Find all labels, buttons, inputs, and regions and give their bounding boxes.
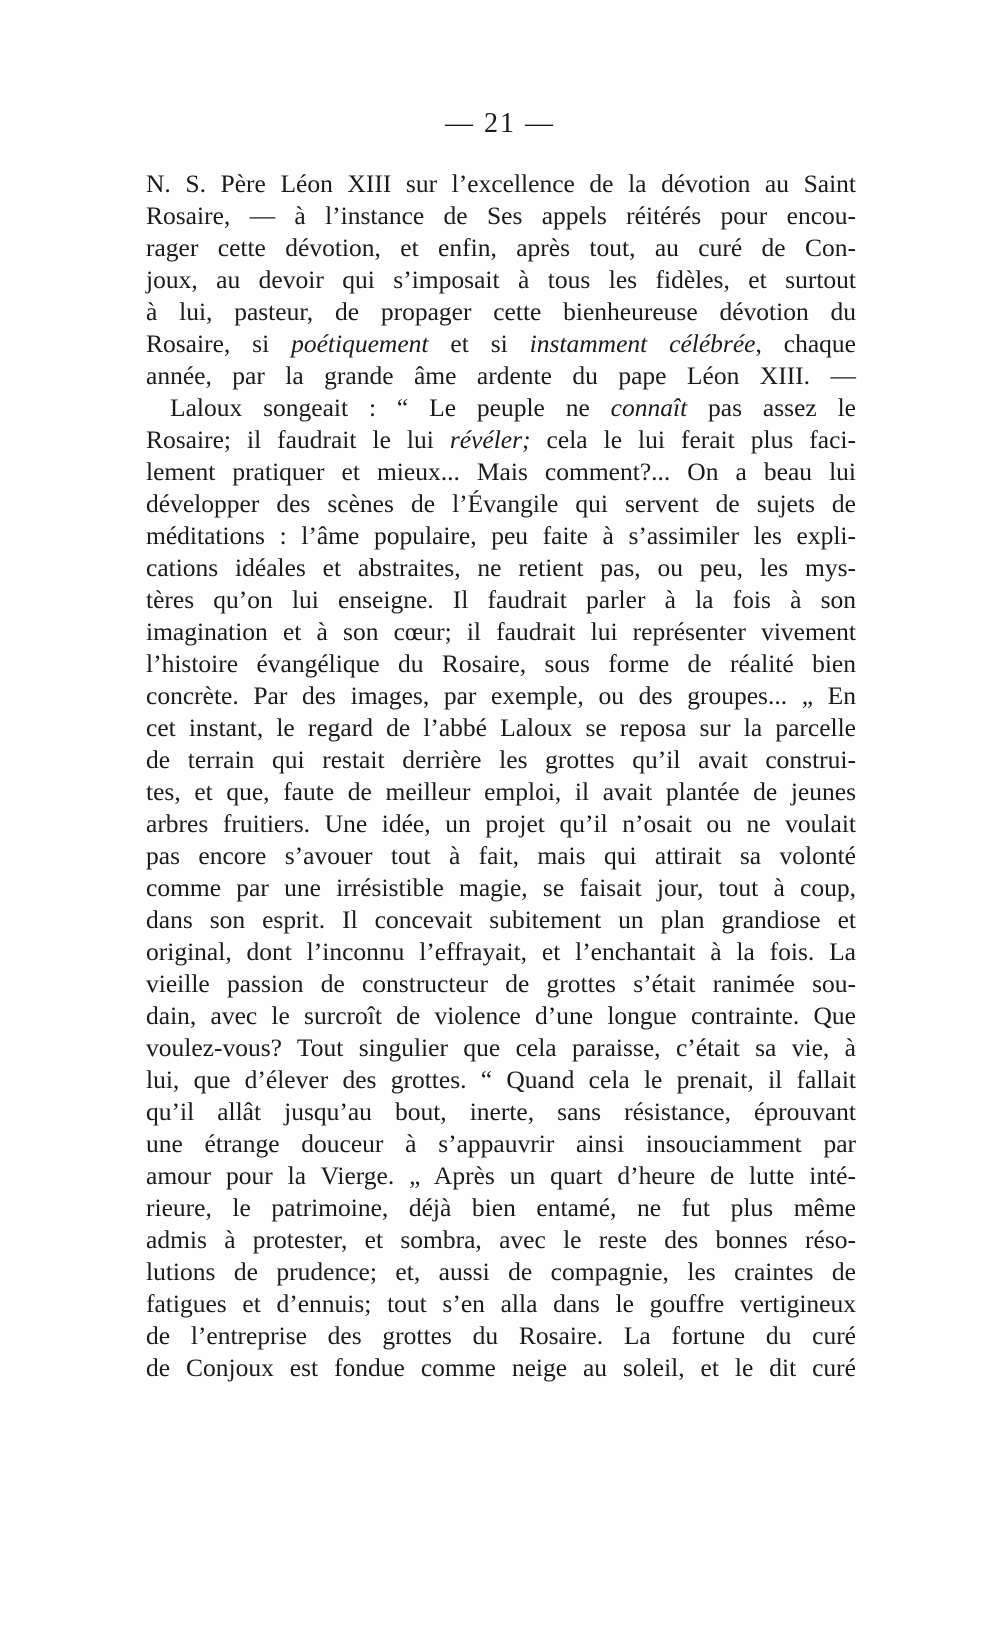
text-line <box>146 872 856 904</box>
text-segment: de l’entreprise des grottes du Rosaire. La fortune du curé <box>146 1321 856 1350</box>
text-line <box>146 200 856 232</box>
text-line <box>146 680 856 712</box>
text-line <box>146 1128 856 1160</box>
text-line <box>146 296 856 328</box>
text-segment: voulez-vous? Tout singulier que cela paraisse, c’était sa vie, à <box>146 1033 856 1062</box>
italic-segment: instamment célébrée <box>529 329 756 358</box>
text-segment: dans son esprit. Il concevait subitement un plan grandiose et <box>146 905 856 934</box>
text-line <box>146 1224 856 1256</box>
text-line <box>146 1096 856 1128</box>
text-segment: qu’il allât jusqu’au bout, inerte, sans résistance, éprouvant <box>146 1097 856 1126</box>
text-line <box>146 1192 856 1224</box>
text-line <box>146 616 856 648</box>
text-line <box>146 584 856 616</box>
text-line <box>146 232 856 264</box>
text-line <box>146 1000 856 1032</box>
text-line <box>146 328 856 360</box>
text-line <box>146 1064 856 1096</box>
text-line <box>146 424 856 456</box>
text-segment: comme par une irrésistible magie, se faisait jour, tout à coup, <box>146 873 856 902</box>
text-segment: développer des scènes de l’Évangile qui servent de sujets de <box>146 489 856 518</box>
text-segment: Rosaire, si <box>146 329 292 358</box>
text-segment: à lui, pasteur, de propager cette bienheureuse dévotion du <box>146 297 856 326</box>
text-segment: arbres fruitiers. Une idée, un projet qu’il n’osait ou ne voulait <box>146 809 856 838</box>
text-segment: tères qu’on lui enseigne. Il faudrait parler à la fois à son <box>146 585 856 614</box>
text-segment: méditations : l’âme populaire, peu faite à s’assimiler les expli- <box>146 521 856 550</box>
text-line <box>146 1288 856 1320</box>
text-segment: Laloux songeait : “ Le peuple ne <box>170 393 611 422</box>
text-segment: une étrange douceur à s’appauvrir ainsi insouciamment par <box>146 1129 856 1158</box>
text-segment: de Conjoux est fondue comme neige au soleil, et le dit curé <box>146 1353 856 1382</box>
body-text <box>146 168 856 1384</box>
text-segment: pas encore s’avouer tout à fait, mais qui attirait sa volonté <box>146 841 856 870</box>
text-line <box>146 552 856 584</box>
text-segment: amour pour la Vierge. „ Après un quart d’heure de lutte inté- <box>146 1161 856 1190</box>
italic-segment: poétiquement <box>291 329 429 358</box>
text-segment: original, dont l’inconnu l’effrayait, et l’enchantait à la fois. La <box>146 937 856 966</box>
text-line <box>146 360 856 392</box>
text-line <box>146 968 856 1000</box>
text-line <box>146 488 856 520</box>
text-line <box>146 776 856 808</box>
text-line <box>146 712 856 744</box>
text-segment: , chaque <box>755 329 856 358</box>
italic-segment: révéler; <box>449 425 531 454</box>
text-line <box>146 264 856 296</box>
text-line <box>146 744 856 776</box>
page-number: — 21 — <box>445 108 555 139</box>
text-segment: Rosaire; il faudrait le lui <box>146 425 450 454</box>
text-segment: rieure, le patrimoine, déjà bien entamé, ne fut plus même <box>146 1193 856 1222</box>
text-line <box>146 1352 856 1384</box>
text-segment: cela le lui ferait plus faci- <box>530 425 856 454</box>
text-segment: tes, et que, faute de meilleur emploi, il avait plantée de jeunes <box>146 777 856 806</box>
text-line <box>146 648 856 680</box>
text-segment: et si <box>428 329 530 358</box>
text-segment: Rosaire, — à l’instance de Ses appels réitérés pour encou- <box>146 201 856 230</box>
text-segment: de terrain qui restait derrière les grottes qu’il avait construi- <box>146 745 856 774</box>
text-line <box>146 840 856 872</box>
italic-segment: connaît <box>610 393 688 422</box>
text-line <box>146 456 856 488</box>
text-segment: N. S. Père Léon XIII sur l’excellence de la dévotion au Saint <box>146 169 856 198</box>
text-segment: dain, avec le surcroît de violence d’une longue contrainte. Que <box>146 1001 856 1030</box>
text-segment: imagination et à son cœur; il faudrait lui représenter vivement <box>146 617 856 646</box>
text-segment: fatigues et d’ennuis; tout s’en alla dans le gouffre vertigineux <box>146 1289 856 1318</box>
text-segment: année, par la grande âme ardente du pape Léon XIII. — <box>146 361 856 390</box>
text-line <box>146 1160 856 1192</box>
text-segment: l’histoire évangélique du Rosaire, sous forme de réalité bien <box>146 649 856 678</box>
text-segment: lement pratiquer et mieux... Mais comment?... On a beau lui <box>146 457 856 486</box>
text-line <box>146 168 856 200</box>
text-segment: cations idéales et abstraites, ne retient pas, ou peu, les mys- <box>146 553 856 582</box>
text-segment: cet instant, le regard de l’abbé Laloux se reposa sur la parcelle <box>146 713 856 742</box>
text-segment: concrète. Par des images, par exemple, ou des groupes... „ En <box>146 681 856 710</box>
text-segment: lutions de prudence; et, aussi de compagnie, les craintes de <box>146 1257 856 1286</box>
text-segment: joux, au devoir qui s’imposait à tous les fidèles, et surtout <box>146 265 856 294</box>
text-line <box>146 392 856 424</box>
text-segment: lui, que d’élever des grottes. “ Quand cela le prenait, il fallait <box>146 1065 856 1094</box>
text-line <box>146 904 856 936</box>
text-segment: admis à protester, et sombra, avec le reste des bonnes réso- <box>146 1225 856 1254</box>
text-line <box>146 1032 856 1064</box>
text-segment: pas assez le <box>687 393 856 422</box>
text-line <box>146 1256 856 1288</box>
text-line <box>146 1320 856 1352</box>
text-segment: rager cette dévotion, et enfin, après tout, au curé de Con- <box>146 233 856 262</box>
text-line <box>146 936 856 968</box>
text-segment: vieille passion de constructeur de grottes s’était ranimée sou- <box>146 969 856 998</box>
text-line <box>146 808 856 840</box>
text-line <box>146 520 856 552</box>
